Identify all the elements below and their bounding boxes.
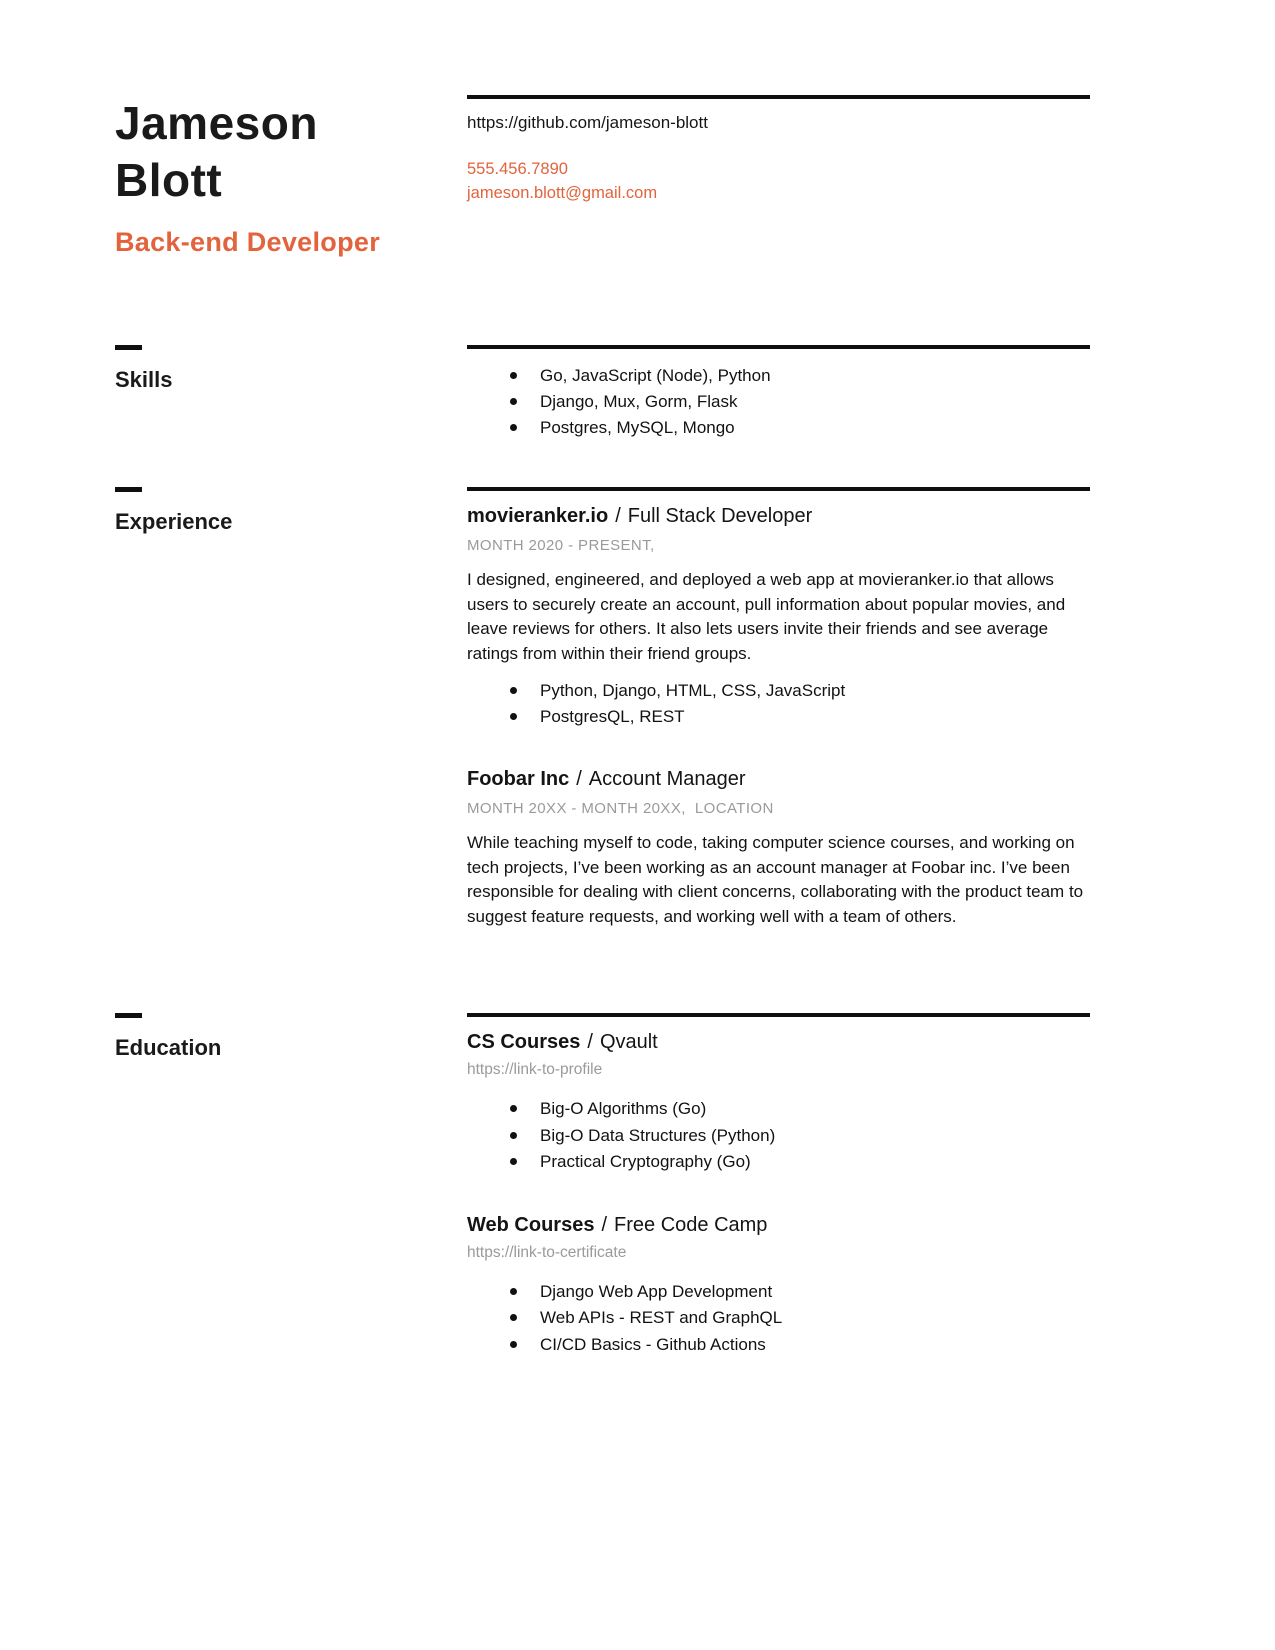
education-entry — [467, 1214, 1090, 1359]
entry-role: Free Code Camp — [614, 1213, 768, 1236]
entry-dates: MONTH 2020 - PRESENT, — [467, 537, 655, 554]
bullet-dot — [510, 424, 517, 431]
education-right — [467, 1013, 1090, 1358]
entry-title — [467, 1214, 1090, 1237]
education-rule — [467, 1013, 1090, 1017]
skills-list — [467, 363, 1090, 441]
list-item-text: Practical Cryptography (Go) — [540, 1152, 751, 1171]
skills-left — [115, 345, 467, 441]
bullet-dot — [510, 1158, 517, 1165]
list-item-text: Big-O Algorithms (Go) — [540, 1099, 707, 1118]
first-name: Jameson — [115, 97, 318, 149]
entry-org: CS Courses — [467, 1031, 581, 1053]
job-title: Back-end Developer — [115, 227, 380, 258]
header-section — [115, 95, 1090, 258]
header-left — [115, 95, 467, 258]
list-item-text: Django Web App Development — [540, 1281, 773, 1301]
education-left — [115, 1013, 467, 1358]
entry-description: I designed, engineered, and deployed a web app at movieranker.io that allows users to securely create an account, pull information about popular movies, and leave reviews for others. It also lets users invite their friends and see average ratings from within their friend groups. — [467, 570, 1066, 663]
list-item-text: CI/CD Basics - Github Actions — [540, 1334, 766, 1354]
phone-link[interactable]: 555.456.7890 — [467, 160, 568, 178]
list-item-text: Python, Django, HTML, CSS, JavaScript — [540, 681, 846, 700]
entry-org: Web Courses — [467, 1213, 595, 1236]
list-item — [467, 415, 1090, 441]
last-name: Blott — [115, 154, 223, 207]
bullet-dot — [510, 1105, 517, 1112]
education-section — [115, 1013, 1090, 1358]
skills-rule — [467, 345, 1090, 349]
entry-bullet-list — [467, 1096, 1090, 1176]
entry-description: While teaching myself to code, taking computer science courses, and working on tech projects, I’ve been working as an account manager at Foobar inc. I’ve been responsible for dealing with client concerns, collaborating with the product team to suggest feature requests, and working well with a team of others. — [467, 833, 1084, 926]
bullet-dot — [510, 372, 517, 379]
entry-title — [467, 505, 1090, 528]
list-item-text: PostgresQL, REST — [540, 707, 685, 726]
bullet-dot — [510, 398, 517, 405]
entry-org: Foobar Inc — [467, 768, 570, 790]
certificate-link[interactable]: https://link-to-certificate — [467, 1243, 627, 1261]
experience-left — [115, 487, 467, 929]
list-item — [467, 704, 1090, 730]
list-item-text: Go, JavaScript (Node), Python — [540, 366, 771, 385]
list-item-text: Web APIs - REST and GraphQL — [540, 1308, 783, 1327]
skills-section — [115, 345, 1090, 441]
experience-rule — [467, 487, 1090, 491]
list-item — [467, 1096, 1090, 1123]
entry-bullet-list — [467, 678, 1090, 730]
education-entry — [467, 1031, 1090, 1176]
bullet-dot — [510, 713, 517, 720]
list-item-text: Postgres, MySQL, Mongo — [540, 418, 735, 437]
section-dash — [115, 487, 142, 492]
list-item — [467, 389, 1090, 415]
bullet-dot — [510, 1314, 517, 1321]
title-separator: / — [576, 768, 582, 790]
entry-dates: MONTH 20XX - MONTH 20XX, LOCATION — [467, 800, 774, 817]
bullet-dot — [510, 687, 517, 694]
education-heading: Education — [115, 1035, 222, 1060]
entry-title — [467, 1031, 1090, 1054]
experience-section — [115, 487, 1090, 929]
github-link[interactable]: https://github.com/jameson-blott — [467, 113, 708, 132]
experience-entry — [467, 505, 1090, 730]
header-right — [467, 95, 1090, 258]
entry-bullet-list — [467, 1279, 1090, 1359]
entry-role: Account Manager — [588, 768, 746, 790]
list-item — [467, 1279, 1090, 1306]
entry-role: Qvault — [599, 1031, 658, 1053]
skills-heading: Skills — [115, 367, 173, 392]
title-separator: / — [601, 1213, 608, 1236]
entry-title — [467, 768, 1090, 791]
section-dash — [115, 345, 142, 350]
header-rule — [467, 95, 1090, 99]
bullet-dot — [510, 1288, 517, 1295]
bullet-dot — [510, 1341, 517, 1348]
experience-heading: Experience — [115, 509, 233, 534]
list-item-text: Big-O Data Structures (Python) — [540, 1125, 776, 1145]
title-separator: / — [587, 1031, 593, 1053]
title-separator: / — [615, 505, 621, 527]
list-item — [467, 1123, 1090, 1150]
experience-right — [467, 487, 1090, 929]
list-item-text: Django, Mux, Gorm, Flask — [540, 392, 738, 411]
email-link[interactable]: jameson.blott@gmail.com — [467, 184, 658, 202]
section-dash — [115, 1013, 142, 1018]
entry-org: movieranker.io — [467, 505, 609, 527]
person-name — [115, 95, 467, 209]
experience-entry — [467, 768, 1090, 929]
list-item — [467, 678, 1090, 704]
list-item — [467, 1332, 1090, 1359]
profile-link[interactable]: https://link-to-profile — [467, 1061, 603, 1078]
list-item — [467, 1149, 1090, 1176]
skills-right — [467, 345, 1090, 441]
bullet-dot — [510, 1132, 517, 1139]
list-item — [467, 363, 1090, 389]
entry-role: Full Stack Developer — [627, 505, 813, 527]
list-item — [467, 1305, 1090, 1332]
